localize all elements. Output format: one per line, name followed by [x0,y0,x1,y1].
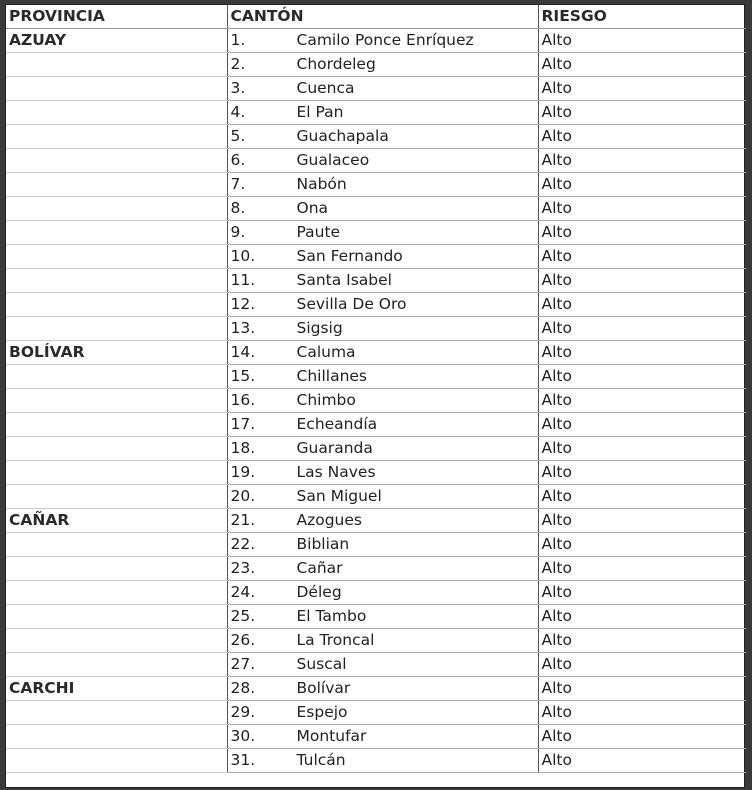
provincia-cell [6,101,227,125]
canton-number: 31. [230,751,256,769]
canton-number: 21. [230,511,256,529]
provincia-cell: CARCHI [6,677,227,701]
table-row [6,293,746,317]
canton-name: Montufar [296,727,367,745]
table-row [6,509,746,533]
provincia-cell [6,581,227,605]
provincia-cell [6,461,227,485]
table-row [6,317,746,341]
canton-number: 1. [230,31,246,49]
canton-name: Gualaceo [296,151,370,169]
canton-name: Espejo [296,703,348,721]
riesgo-cell: Alto [538,701,746,725]
canton-number: 17. [230,415,256,433]
provincia-cell: BOLÍVAR [6,341,227,365]
canton-name: Paute [296,223,341,241]
table-row [6,581,746,605]
canton-cell [227,221,538,245]
riesgo-cell: Alto [538,53,746,77]
canton-cell [227,149,538,173]
canton-cell [227,581,538,605]
canton-name: Cuenca [296,79,355,97]
canton-cell [227,365,538,389]
riesgo-cell: Alto [538,197,746,221]
canton-name: San Miguel [296,487,382,505]
canton-name: Suscal [296,655,347,673]
canton-cell [227,77,538,101]
table-header-row [6,5,746,29]
riesgo-cell: Alto [538,101,746,125]
table-row [6,29,746,53]
provincia-cell [6,605,227,629]
table-row [6,221,746,245]
canton-number: 5. [230,127,246,145]
canton-number: 2. [230,55,246,73]
canton-cell [227,101,538,125]
provincia-cell [6,557,227,581]
riesgo-cell: Alto [538,221,746,245]
canton-cell [227,413,538,437]
riesgo-cell: Alto [538,269,746,293]
header-provincia: PROVINCIA [6,5,227,29]
provincia-cell: CAÑAR [6,509,227,533]
canton-name: El Pan [296,103,344,121]
canton-name: El Tambo [296,607,367,625]
canton-name: Camilo Ponce Enríquez [296,31,474,49]
riesgo-cell: Alto [538,725,746,749]
canton-name: Caluma [296,343,356,361]
canton-cell [227,29,538,53]
riesgo-cell: Alto [538,605,746,629]
canton-cell [227,677,538,701]
riesgo-cell: Alto [538,245,746,269]
table-row [6,53,746,77]
provincia-cell [6,437,227,461]
canton-name: Las Naves [296,463,376,481]
provincia-cell [6,629,227,653]
riesgo-cell: Alto [538,461,746,485]
riesgo-cell: Alto [538,485,746,509]
table-row [6,173,746,197]
table-row [6,485,746,509]
canton-cell [227,437,538,461]
riesgo-cell: Alto [538,341,746,365]
canton-name: Guachapala [296,127,389,145]
riesgo-cell: Alto [538,413,746,437]
canton-number: 30. [230,727,256,745]
canton-number: 10. [230,247,256,265]
table-row [6,197,746,221]
table-row [6,677,746,701]
canton-cell [227,245,538,269]
riesgo-cell: Alto [538,677,746,701]
table-row [6,461,746,485]
riesgo-cell: Alto [538,581,746,605]
document-page [5,4,745,788]
canton-number: 22. [230,535,256,553]
table-row [6,125,746,149]
provincia-cell [6,269,227,293]
header-canton: CANTÓN [227,5,538,29]
provincia-cell [6,365,227,389]
canton-number: 4. [230,103,246,121]
table-row [6,629,746,653]
provincia-cell [6,221,227,245]
canton-cell [227,317,538,341]
canton-name: Sigsig [296,319,343,337]
canton-name: Chordeleg [296,55,376,73]
canton-cell [227,557,538,581]
canton-cell [227,269,538,293]
canton-name: Bolívar [296,679,351,697]
canton-number: 7. [230,175,246,193]
canton-cell [227,341,538,365]
header-riesgo: RIESGO [538,5,746,29]
canton-name: Sevilla De Oro [296,295,407,313]
canton-name: Cañar [296,559,343,577]
provincia-cell [6,389,227,413]
provincia-cell [6,173,227,197]
provincia-cell [6,485,227,509]
risk-table [6,5,746,773]
table-row [6,101,746,125]
canton-name: Santa Isabel [296,271,392,289]
canton-name: Guaranda [296,439,373,457]
canton-number: 27. [230,655,256,673]
canton-number: 13. [230,319,256,337]
riesgo-cell: Alto [538,557,746,581]
canton-cell [227,629,538,653]
riesgo-cell: Alto [538,293,746,317]
canton-number: 16. [230,391,256,409]
table-row [6,341,746,365]
provincia-cell [6,149,227,173]
table-row [6,77,746,101]
table-row [6,365,746,389]
canton-cell [227,725,538,749]
canton-name: Echeandía [296,415,378,433]
canton-number: 8. [230,199,246,217]
canton-cell [227,701,538,725]
provincia-cell [6,317,227,341]
canton-cell [227,509,538,533]
provincia-cell [6,293,227,317]
riesgo-cell: Alto [538,77,746,101]
canton-name: Déleg [296,583,342,601]
canton-name: San Fernando [296,247,403,265]
provincia-cell [6,77,227,101]
riesgo-cell: Alto [538,173,746,197]
riesgo-cell: Alto [538,653,746,677]
provincia-cell: AZUAY [6,29,227,53]
riesgo-cell: Alto [538,149,746,173]
riesgo-cell: Alto [538,125,746,149]
provincia-cell [6,725,227,749]
canton-name: La Troncal [296,631,375,649]
provincia-cell [6,245,227,269]
canton-number: 25. [230,607,256,625]
table-row [6,653,746,677]
canton-number: 14. [230,343,256,361]
canton-name: Tulcán [296,751,346,769]
riesgo-cell: Alto [538,365,746,389]
riesgo-cell: Alto [538,317,746,341]
provincia-cell [6,413,227,437]
canton-number: 3. [230,79,246,97]
canton-cell [227,53,538,77]
canton-number: 18. [230,439,256,457]
canton-cell [227,653,538,677]
provincia-cell [6,533,227,557]
table-row [6,389,746,413]
riesgo-cell: Alto [538,509,746,533]
table-row [6,149,746,173]
canton-number: 12. [230,295,256,313]
provincia-cell [6,653,227,677]
canton-cell [227,605,538,629]
table-row [6,245,746,269]
canton-cell [227,749,538,773]
canton-number: 28. [230,679,256,697]
table-row [6,269,746,293]
provincia-cell [6,125,227,149]
canton-cell [227,389,538,413]
provincia-cell [6,749,227,773]
canton-cell [227,293,538,317]
canton-name: Azogues [296,511,362,529]
riesgo-cell: Alto [538,437,746,461]
canton-number: 23. [230,559,256,577]
table-row [6,749,746,773]
canton-number: 6. [230,151,246,169]
canton-number: 26. [230,631,256,649]
table-body [6,29,746,773]
table-row [6,725,746,749]
canton-name: Biblian [296,535,350,553]
canton-number: 20. [230,487,256,505]
canton-number: 29. [230,703,256,721]
riesgo-cell: Alto [538,749,746,773]
canton-number: 15. [230,367,256,385]
canton-name: Chimbo [296,391,356,409]
canton-number: 9. [230,223,246,241]
table-row [6,413,746,437]
table-row [6,557,746,581]
canton-cell [227,125,538,149]
riesgo-cell: Alto [538,629,746,653]
canton-cell [227,173,538,197]
provincia-cell [6,53,227,77]
canton-number: 24. [230,583,256,601]
table-row [6,701,746,725]
riesgo-cell: Alto [538,389,746,413]
canton-cell [227,533,538,557]
canton-name: Chillanes [296,367,367,385]
table-row [6,605,746,629]
canton-number: 19. [230,463,256,481]
provincia-cell [6,197,227,221]
canton-cell [227,485,538,509]
canton-cell [227,461,538,485]
canton-name: Nabón [296,175,347,193]
canton-number: 11. [230,271,256,289]
riesgo-cell: Alto [538,533,746,557]
provincia-cell [6,701,227,725]
riesgo-cell: Alto [538,29,746,53]
canton-cell [227,197,538,221]
table-row [6,533,746,557]
canton-name: Ona [296,199,329,217]
table-row [6,437,746,461]
